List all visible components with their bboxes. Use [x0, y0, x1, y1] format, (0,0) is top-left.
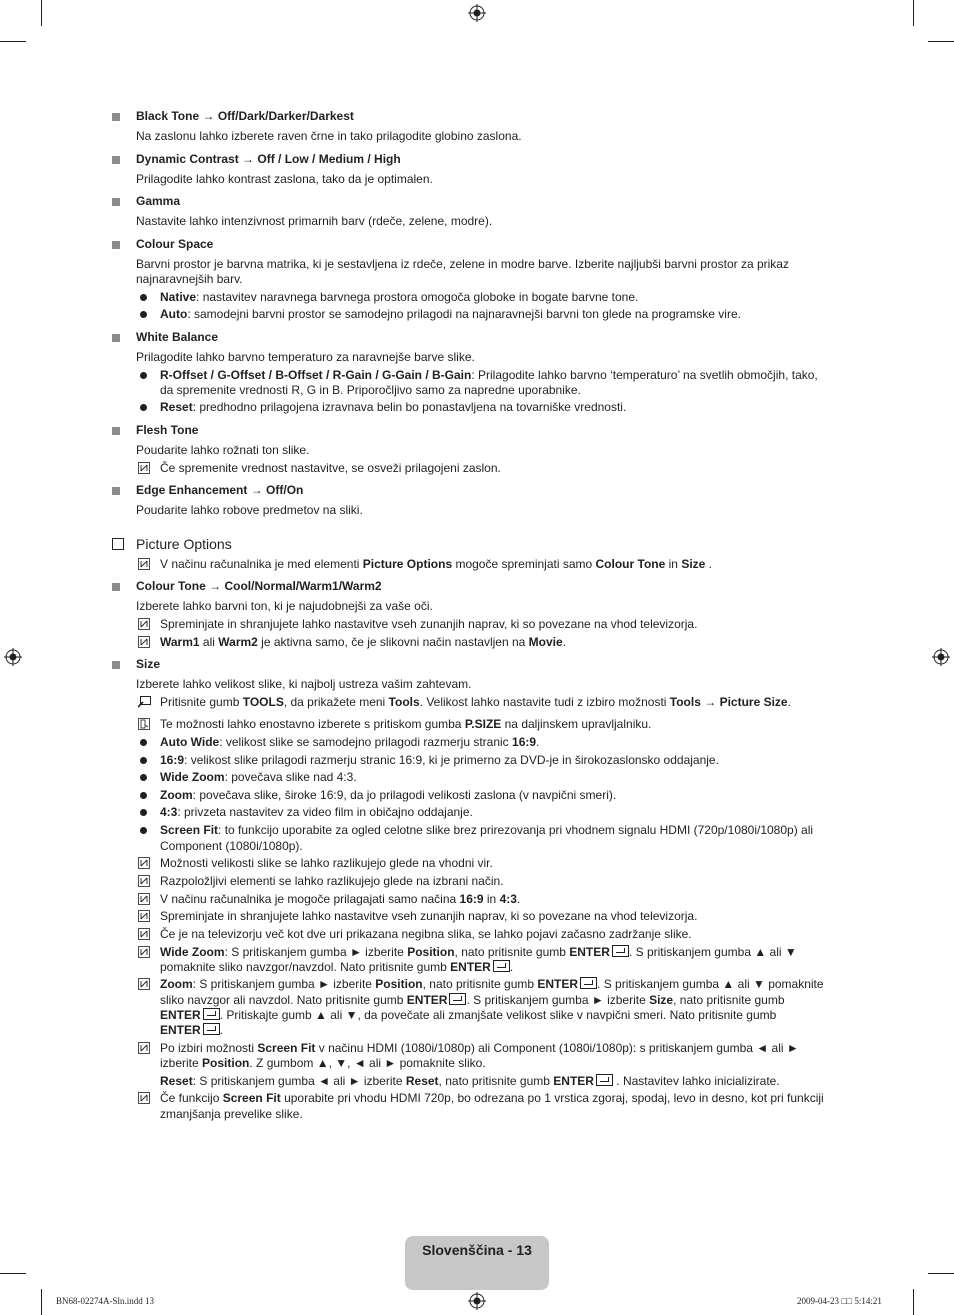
- item-desc: Izberete lahko barvni ton, ki je najudobnejši za vaše oči.: [136, 599, 433, 613]
- round-bullet: [140, 739, 147, 746]
- item-desc: Prilagodite lahko barvno temperaturo za naravnejše barve slike.: [136, 350, 475, 364]
- enter-icon: [580, 977, 597, 989]
- bullet-item-cont: da spremenite vrednosti R, G in B. Priporočljivo samo za napredne uporabnike.: [160, 383, 581, 397]
- square-bullet: [112, 113, 120, 121]
- item-heading-edge-enhancement: Edge Enhancement → Off/On: [136, 483, 304, 497]
- note-text: Wide Zoom: S pritiskanjem gumba ► izberite Position, nato pritisnite gumb ENTER . S pritiskanjem gumba ▲ ali ▼: [160, 945, 797, 959]
- note-text: Če je na televizorju več kot dve uri prikazana negibna slika, se lahko pojavi začasno zadržanje slike.: [160, 927, 692, 941]
- tools-text: Pritisnite gumb TOOLS, da prikažete meni Tools. Velikost lahko nastavite tudi z izbiro možnosti Tools → Picture Size.: [160, 695, 791, 709]
- note-icon: [138, 618, 150, 630]
- item-desc: Poudarite lahko robove predmetov na sliki.: [136, 503, 363, 517]
- round-bullet: [140, 404, 147, 411]
- round-bullet: [140, 372, 147, 379]
- note-text: Če spremenite vrednost nastavitve, se osveži prilagojeni zaslon.: [160, 461, 501, 475]
- crop-mark: [41, 1289, 42, 1315]
- round-bullet: [140, 294, 147, 301]
- square-bullet: [112, 156, 120, 164]
- item-heading-dynamic-contrast: Dynamic Contrast → Off / Low / Medium / High: [136, 152, 401, 166]
- remote-text: Te možnosti lahko enostavno izberete s pritiskom gumba P.SIZE na daljinskem upravljalniku.: [160, 717, 652, 731]
- note-text: Spreminjate in shranjujete lahko nastavitve vseh zunanjih naprav, ki so povezane na vhod televizorja.: [160, 909, 698, 923]
- square-bullet: [112, 487, 120, 495]
- note-text-cont: ENTER .: [160, 1023, 224, 1037]
- note-text: Po izbiri možnosti Screen Fit v načinu HDMI (1080i/1080p) ali Component (1080i/1080p): s pritiskanjem gumba ◄ ali ►: [160, 1041, 799, 1055]
- registration-mark-icon: [932, 648, 950, 666]
- note-text: Možnosti velikosti slike se lahko razlikujejo glede na vhodni vir.: [160, 856, 493, 870]
- round-bullet: [140, 311, 147, 318]
- item-desc: Izberete lahko velikost slike, ki najbolj ustreza vašim zahtevam.: [136, 677, 472, 691]
- item-heading-white-balance: White Balance: [136, 330, 219, 344]
- item-heading-gamma: Gamma: [136, 194, 181, 208]
- section-checkbox-icon: [112, 538, 124, 550]
- print-slug-date: 2009-04-23 □□ 5:14:21: [797, 1296, 882, 1306]
- enter-icon: [493, 960, 510, 972]
- bullet-item: R-Offset / G-Offset / B-Offset / R-Gain / G-Gain / B-Gain: Prilagodite lahko barvno ‘temperaturo’ na svetlih območjih, tako,: [160, 368, 818, 382]
- crop-mark: [913, 1289, 914, 1315]
- section-heading-picture-options: Picture Options: [136, 536, 232, 552]
- crop-mark: [928, 1273, 954, 1274]
- crop-mark: [913, 0, 914, 26]
- item-desc: Barvni prostor je barvna matrika, ki je sestavljena iz rdeče, zelene in modre barve. Izberite najljubši barvni prostor za prikaz: [136, 257, 789, 271]
- note-text-cont: pomaknite sliko navzgor/navzdol. Nato pritisnite gumb ENTER .: [160, 960, 514, 974]
- note-icon: [138, 1042, 150, 1054]
- bullet-item: Wide Zoom: povečava slike nad 4:3.: [160, 770, 357, 784]
- round-bullet: [140, 774, 147, 781]
- note-text-cont: ENTER . Pritiskajte gumb ▲ ali ▼, da povečate ali zmanjšate velikost slike v navpični smeri. Nato pritisnite gumb: [160, 1008, 777, 1022]
- note-icon: [138, 558, 150, 570]
- crop-mark: [41, 0, 42, 26]
- enter-icon: [203, 1008, 220, 1020]
- bullet-item: Screen Fit: to funkcijo uporabite za ogled celotne slike brez prirezovanja pri vhodnem signalu HDMI (720p/1080i/1080p) ali: [160, 823, 814, 837]
- note-text: V načinu računalnika je mogoče prilagajati samo načina 16:9 in 4:3.: [160, 892, 521, 906]
- note-text-cont: izberite Position. Z gumbom ▲, ▼, ◄ ali ► pomaknite sliko.: [160, 1056, 486, 1070]
- item-heading-black-tone: Black Tone → Off/Dark/Darker/Darkest: [136, 109, 354, 123]
- round-bullet: [140, 757, 147, 764]
- note-text-cont: sliko navzgor ali navzdol. Nato pritisnite gumb ENTER . S pritiskanjem gumba ► izberite Size, nato pritisnite gumb: [160, 993, 785, 1007]
- note-icon: [138, 636, 150, 648]
- note-icon: [138, 978, 150, 990]
- square-bullet: [112, 427, 120, 435]
- bullet-item: Auto Wide: velikost slike se samodejno prilagodi razmerju stranic 16:9.: [160, 735, 540, 749]
- bullet-item: 4:3: privzeta nastavitev za video film in običajno oddajanje.: [160, 805, 473, 819]
- note-text-cont: Reset: S pritiskanjem gumba ◄ ali ► izberite Reset, nato pritisnite gumb ENTER . Nastavitev lahko inicializirate.: [160, 1074, 780, 1088]
- enter-icon: [449, 993, 466, 1005]
- round-bullet: [140, 792, 147, 799]
- note-icon: [138, 893, 150, 905]
- note-icon: [138, 1092, 150, 1104]
- item-heading-colour-space: Colour Space: [136, 237, 214, 251]
- crop-mark: [0, 1273, 26, 1274]
- note-text: Warm1 ali Warm2 je aktivna samo, če je slikovni način nastavljen na Movie.: [160, 635, 567, 649]
- note-icon: [138, 928, 150, 940]
- note-icon: [138, 857, 150, 869]
- enter-icon: [203, 1023, 220, 1035]
- crop-mark: [928, 41, 954, 42]
- note-text: Zoom: S pritiskanjem gumba ► izberite Position, nato pritisnite gumb ENTER . S pritiskanjem gumba ▲ ali ▼ pomaknite: [160, 977, 824, 991]
- bullet-item: Native: nastavitev naravnega barvnega prostora omogoča globoke in bogate barvne tone.: [160, 290, 639, 304]
- item-heading-size: Size: [136, 657, 161, 671]
- item-desc: Na zaslonu lahko izberete raven črne in tako prilagodite globino zaslona.: [136, 129, 522, 143]
- item-heading-colour-tone: Colour Tone → Cool/Normal/Warm1/Warm2: [136, 579, 382, 593]
- round-bullet: [140, 809, 147, 816]
- note-icon: [138, 946, 150, 958]
- enter-icon: [612, 945, 629, 957]
- item-desc: Prilagodite lahko kontrast zaslona, tako da je optimalen.: [136, 172, 433, 186]
- round-bullet: [140, 827, 147, 834]
- note-icon: [138, 462, 150, 474]
- note-icon: [138, 910, 150, 922]
- square-bullet: [112, 334, 120, 342]
- note-text: V načinu računalnika je med elementi Picture Options mogoče spreminjati samo Colour Tone in Size .: [160, 557, 712, 571]
- square-bullet: [112, 198, 120, 206]
- registration-mark-icon: [468, 4, 486, 22]
- square-bullet: [112, 241, 120, 249]
- note-text-cont: zmanjšanja prevelike slike.: [160, 1107, 303, 1121]
- item-heading-flesh-tone: Flesh Tone: [136, 423, 199, 437]
- registration-mark-icon: [468, 1292, 486, 1310]
- square-bullet: [112, 661, 120, 669]
- note-icon: [138, 875, 150, 887]
- registration-mark-icon: [4, 648, 22, 666]
- crop-mark: [0, 41, 26, 42]
- note-text: Spreminjate in shranjujete lahko nastavitve vseh zunanjih naprav, ki so povezane na vhod televizorja.: [160, 617, 698, 631]
- page-number-label: Slovenščina - 13: [422, 1242, 532, 1258]
- bullet-item: Zoom: povečava slike, široke 16:9, da jo prilagodi velikosti zaslona (v navpični smeri).: [160, 788, 617, 802]
- bullet-item: 16:9: velikost slike prilagodi razmerju stranic 16:9, ki je primerno za DVD-je in širokozaslonsko oddajanje.: [160, 753, 719, 767]
- item-desc: Nastavite lahko intenzivnost primarnih barv (rdeče, zelene, modre).: [136, 214, 493, 228]
- square-bullet: [112, 583, 120, 591]
- bullet-item: Auto: samodejni barvni prostor se samodejno prilagodi na najnaravnejši barvni ton glede na programske vire.: [160, 307, 741, 321]
- note-text: Če funkcijo Screen Fit uporabite pri vhodu HDMI 720p, bo odrezana po 1 vrstica zgoraj, spodaj, levo in desno, kot pri funkciji: [160, 1091, 824, 1105]
- remote-icon: [138, 718, 150, 730]
- print-slug-file: BN68-02274A-Sln.indd 13: [56, 1296, 155, 1306]
- item-desc: Poudarite lahko rožnati ton slike.: [136, 443, 310, 457]
- note-text: Razpoložljivi elementi se lahko razlikujejo glede na izbrani način.: [160, 874, 504, 888]
- bullet-item-cont: Component (1080i/1080p).: [160, 839, 303, 853]
- bullet-item: Reset: predhodno prilagojena izravnava belin bo ponastavljena na tovarniške vrednosti.: [160, 400, 627, 414]
- enter-icon: [596, 1074, 613, 1086]
- tools-icon: [138, 696, 151, 708]
- item-desc: najnaravnejših barv.: [136, 272, 243, 286]
